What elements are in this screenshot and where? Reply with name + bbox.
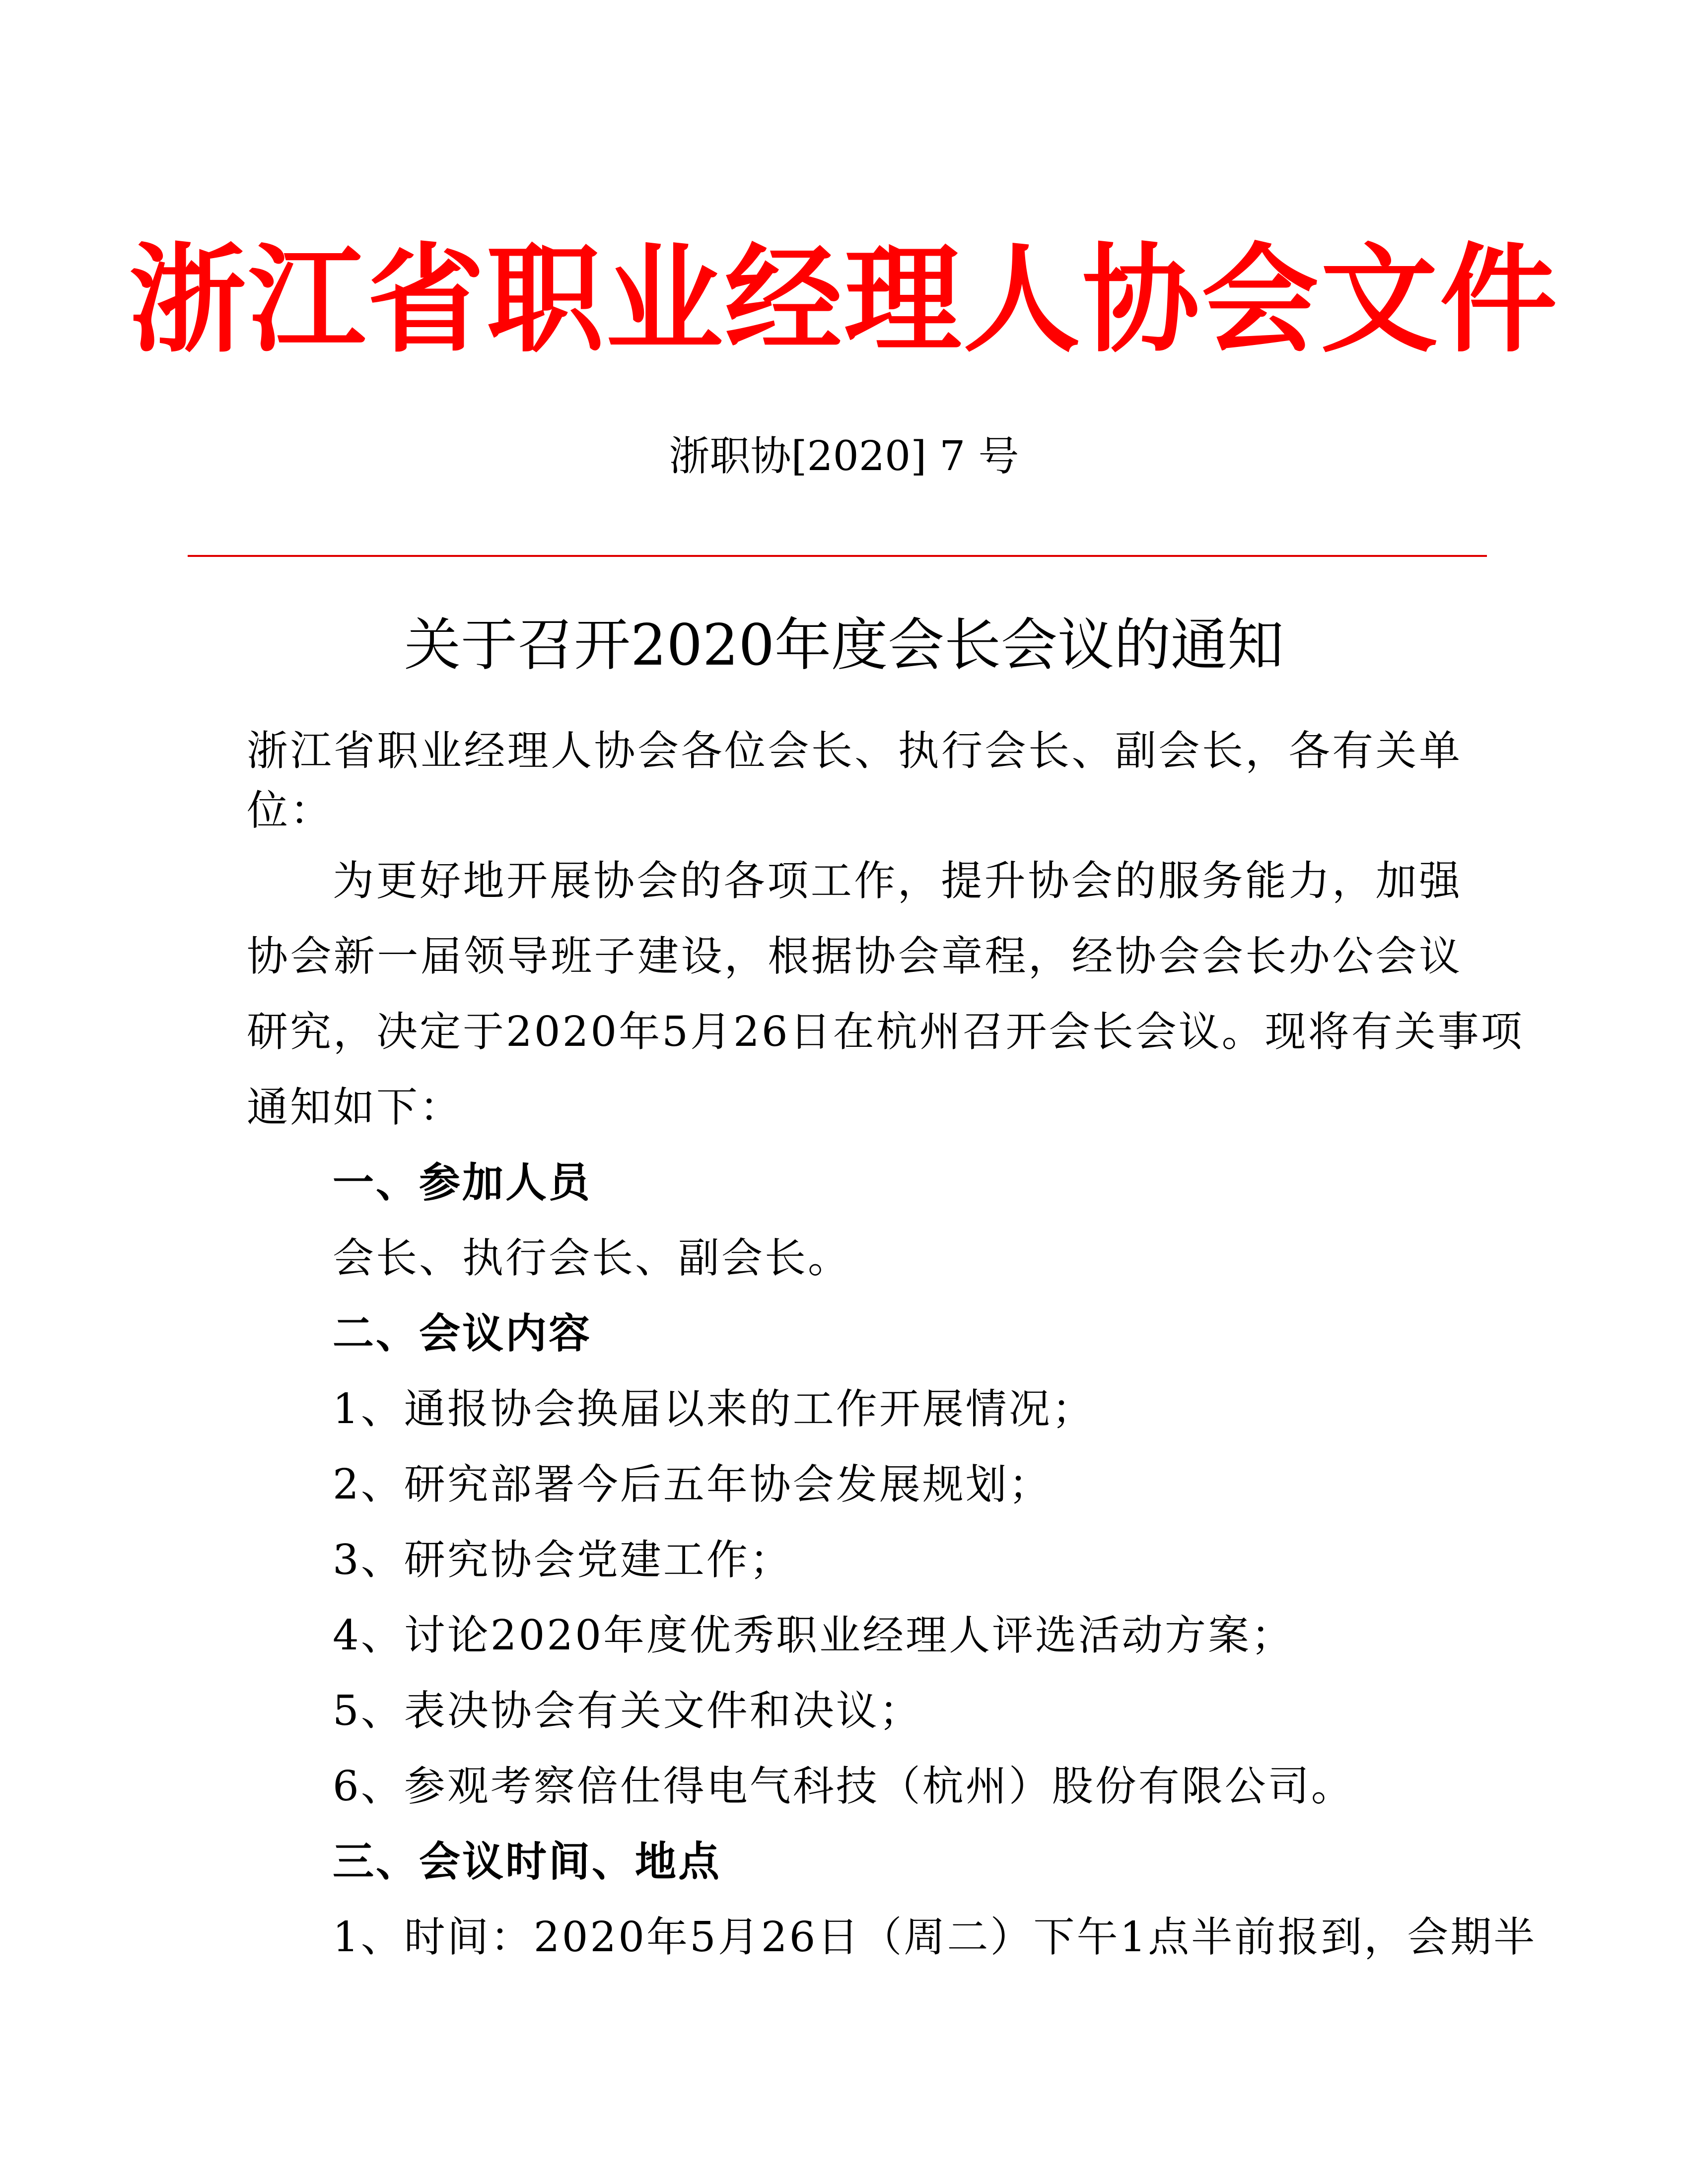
doc-number: 浙职协[2020] 7 号 [669, 433, 1019, 480]
salutation-line-1: 浙江省职业经理人协会各位会长、执行会长、副会长，各有关单 [247, 727, 1462, 775]
content-item-6: 6、参观考察倍仕得电气科技（杭州）股份有限公司。 [333, 1762, 1354, 1810]
content-item-2: 2、研究部署今后五年协会发展规划； [333, 1460, 1052, 1508]
red-divider-rule [188, 555, 1487, 557]
notice-title: 关于召开2020年度会长会议的通知 [404, 612, 1284, 678]
section-heading-time-place: 三、会议时间、地点 [333, 1838, 721, 1886]
salutation-line-2: 位： [247, 786, 333, 834]
content-item-4: 4、讨论2020年度优秀职业经理人评选活动方案； [333, 1611, 1295, 1659]
content-item-5: 5、表决协会有关文件和决议； [333, 1687, 922, 1735]
intro-line-3: 研究，决定于2020年5月26日在杭州召开会长会议。现将有关事项 [247, 1008, 1524, 1056]
intro-line-1: 为更好地开展协会的各项工作，提升协会的服务能力，加强 [333, 857, 1462, 905]
intro-line-2: 协会新一届领导班子建设，根据协会章程，经协会会长办公会议 [247, 932, 1462, 980]
org-title: 浙江省职业经理人协会文件 [129, 232, 1559, 368]
time-line: 1、时间：2020年5月26日（周二）下午1点半前报到，会期半 [333, 1913, 1537, 1961]
intro-line-4: 通知如下： [247, 1083, 463, 1131]
section-heading-content: 二、会议内容 [333, 1309, 592, 1358]
participants-text: 会长、执行会长、副会长。 [333, 1234, 851, 1282]
content-item-1: 1、通报协会换届以来的工作开展情况； [333, 1385, 1095, 1433]
content-item-3: 3、研究协会党建工作； [333, 1536, 793, 1584]
section-heading-participants: 一、参加人员 [333, 1159, 592, 1207]
